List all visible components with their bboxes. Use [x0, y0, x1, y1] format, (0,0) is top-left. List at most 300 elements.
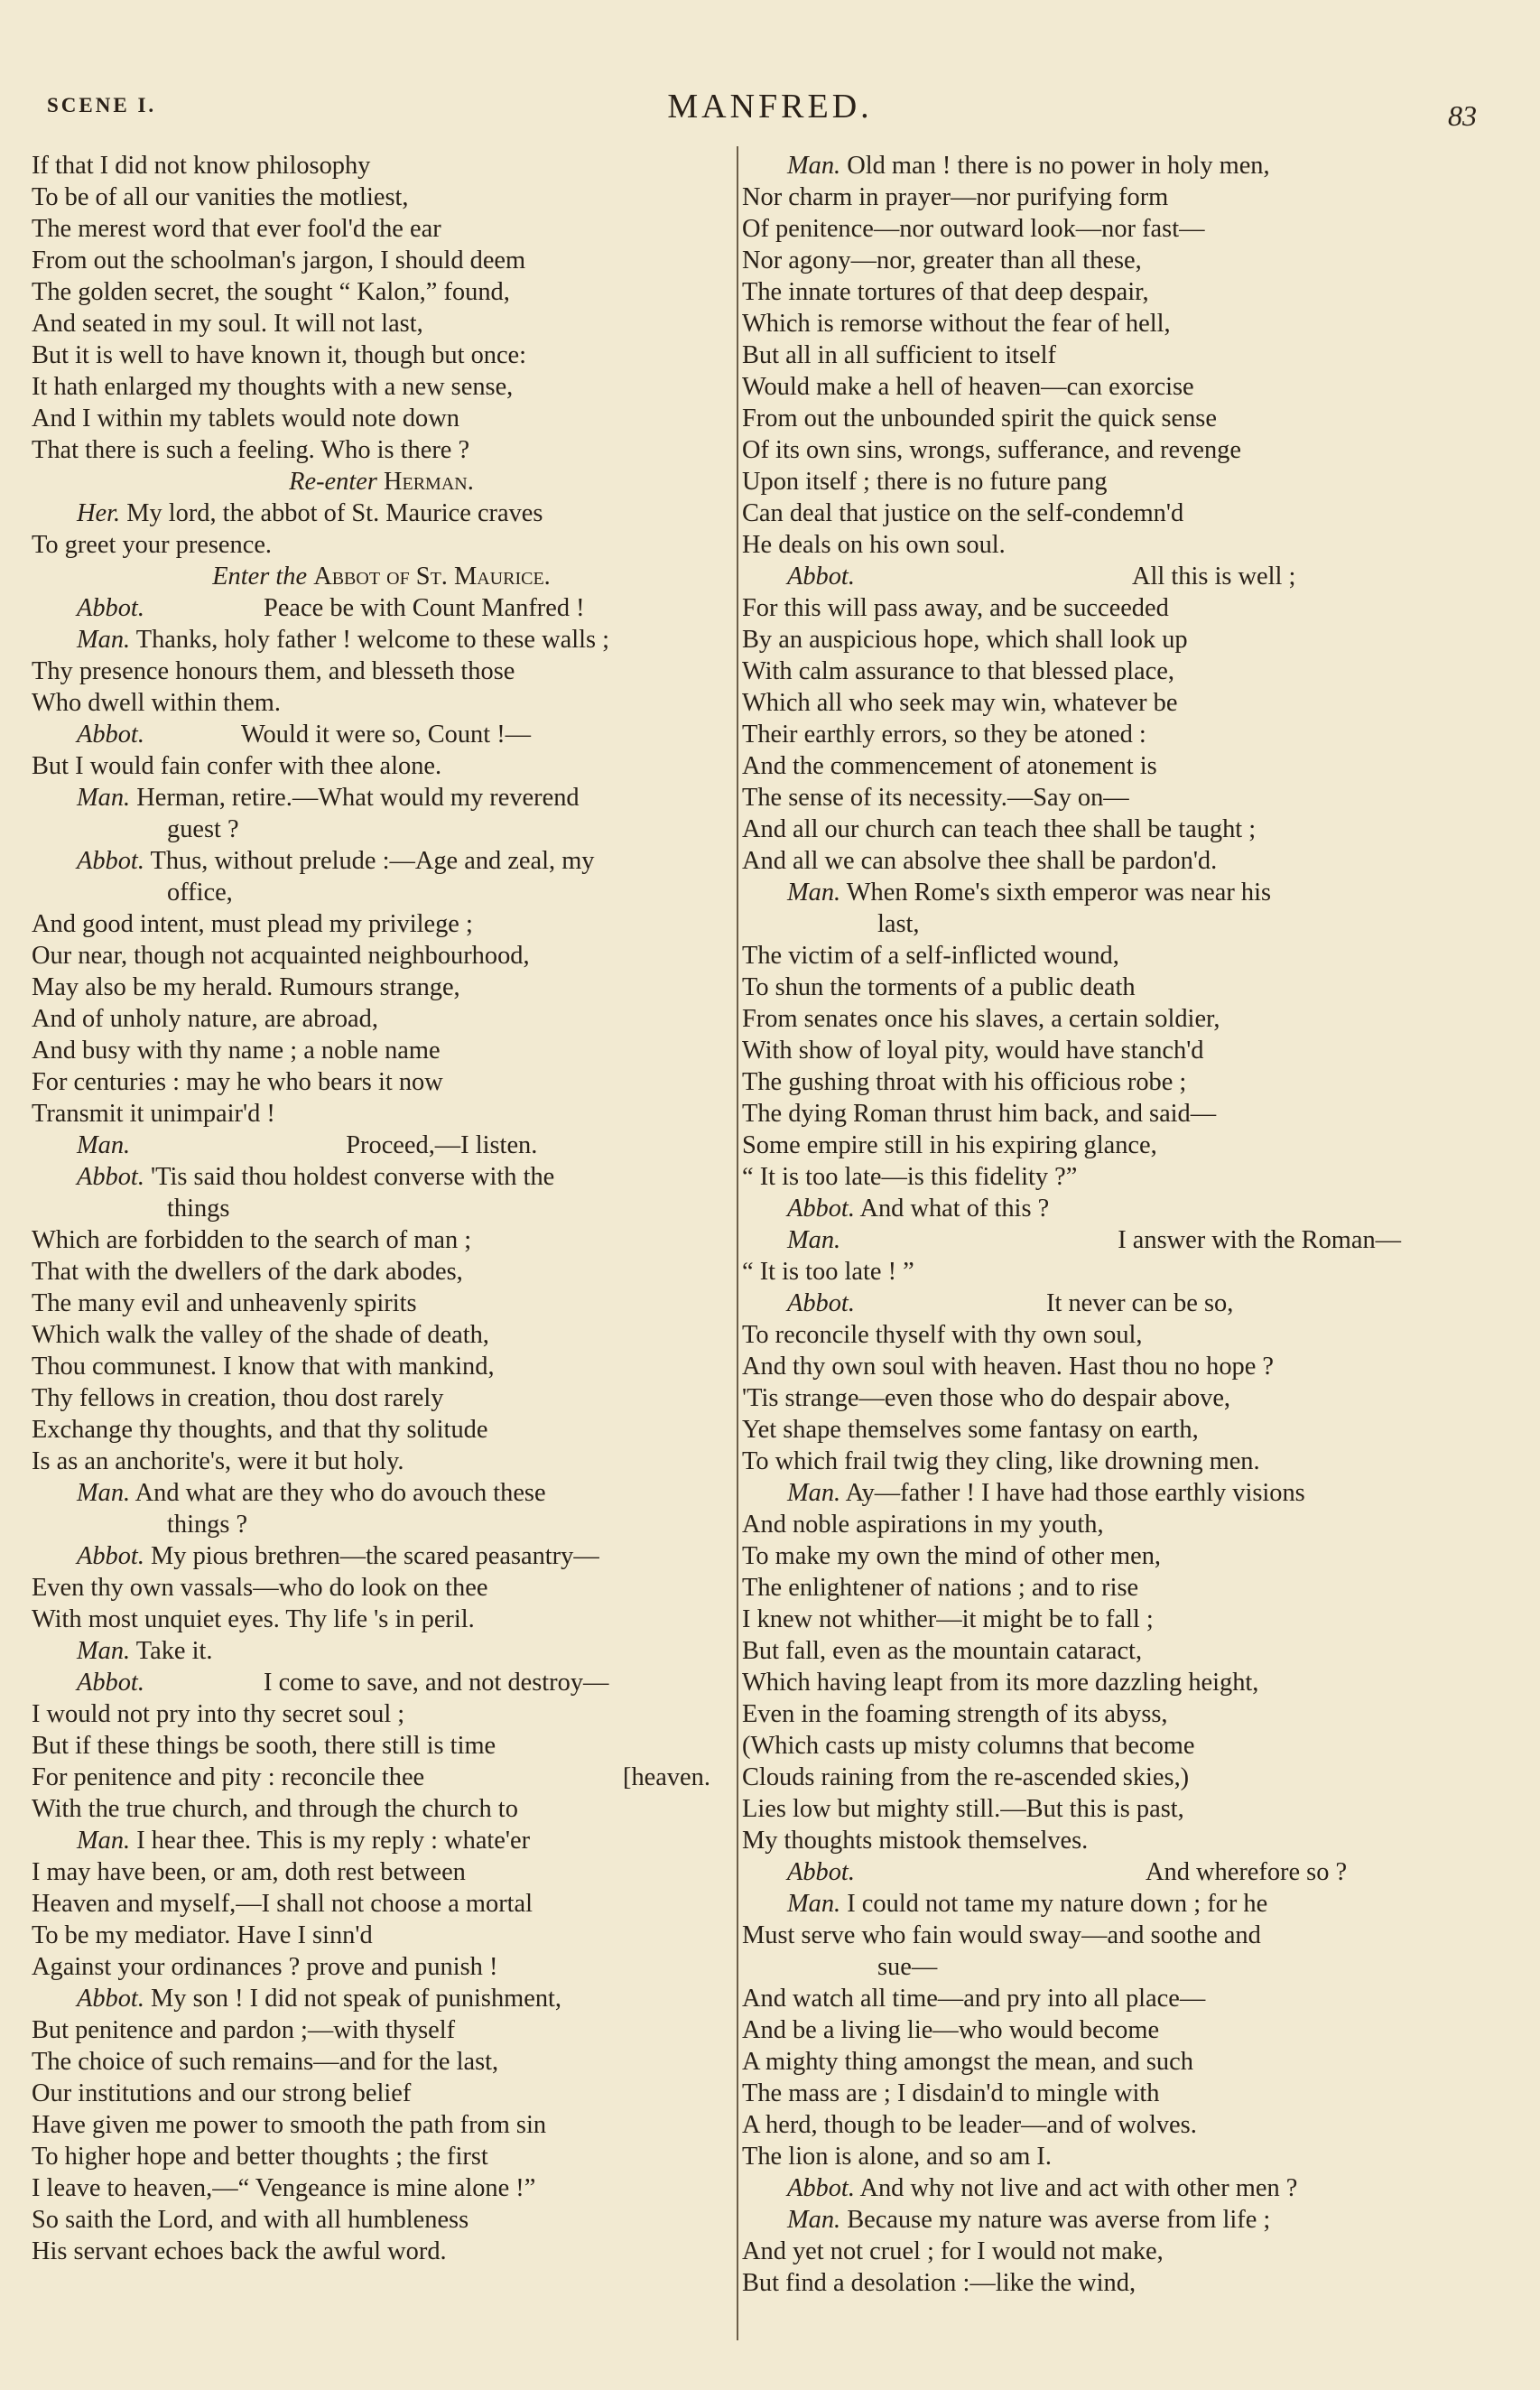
verse-line [32, 213, 731, 245]
stage-direction-verb: Enter the [212, 563, 308, 591]
verse-text: The mass are ; I disdain'd to mingle with [742, 2079, 1160, 2107]
verse-text: To which frail twig they cling, like drowning men. [742, 1447, 1260, 1475]
verse-line [32, 782, 731, 814]
verse-line [32, 1604, 731, 1635]
verse-text: I would not pry into thy secret soul ; [32, 1700, 405, 1728]
verse-line [742, 1667, 1482, 1698]
verse-text: Nor charm in prayer—nor purifying form [742, 183, 1169, 211]
verse-line [742, 1256, 1482, 1288]
speaker-label: Abbot. [77, 847, 144, 875]
speaker-label: Abbot. [787, 563, 855, 591]
verse-line [742, 1098, 1482, 1130]
verse-text: With show of loyal pity, would have stanch'd [742, 1037, 1204, 1065]
verse-text: So saith the Lord, and with all humbleness [32, 2206, 469, 2234]
stage-direction [32, 466, 731, 498]
verse-line [32, 2172, 731, 2204]
verse-text: Which having leapt from its more dazzling height, [742, 1669, 1259, 1697]
speaker-label: Man. [787, 152, 841, 180]
verse-line [32, 1825, 731, 1856]
verse-line [32, 1920, 731, 1951]
verse-line [742, 1572, 1482, 1604]
verse-line [32, 624, 731, 656]
verse-line [32, 1414, 731, 1446]
verse-line [742, 213, 1482, 245]
verse-line [32, 150, 731, 181]
verse-line [32, 2109, 731, 2141]
verse-text: His servant echoes back the awful word. [32, 2237, 447, 2265]
verse-text: With the true church, and through the church to [32, 1795, 518, 1823]
verse-line [742, 1762, 1482, 1793]
verse-text: But penitence and pardon ;—with thyself [32, 2016, 456, 2044]
verse-text: And I within my tablets would note down [32, 405, 459, 432]
verse-line [742, 1319, 1482, 1351]
verse-line [742, 1509, 1482, 1540]
verse-text: Transmit it unimpair'd ! [32, 1100, 275, 1128]
verse-line [32, 403, 731, 434]
verse-text: Which walk the valley of the shade of death, [32, 1321, 489, 1349]
verse-line [32, 908, 731, 940]
verse-text: And noble aspirations in my youth, [742, 1511, 1104, 1539]
verse-text: And seated in my soul. It will not last, [32, 310, 423, 338]
verse-text: Nor agony—nor, greater than all these, [742, 246, 1142, 274]
verse-line [32, 1224, 731, 1256]
verse-text: I may have been, or am, doth rest between [32, 1858, 466, 1886]
verse-line [742, 1066, 1482, 1098]
verse-line [32, 339, 731, 371]
verse-line [32, 845, 731, 877]
verse-text: Their earthly errors, so they be atoned : [742, 721, 1146, 749]
verse-line [742, 466, 1482, 498]
verse-line [32, 181, 731, 213]
verse-text: And good intent, must plead my privilege ; [32, 910, 473, 938]
verse-line [32, 1382, 731, 1414]
verse-line [32, 1762, 731, 1793]
verse-text: Lies low but mighty still.—But this is past, [742, 1795, 1184, 1823]
verse-line-continuation [742, 908, 1482, 940]
verse-line [742, 1888, 1482, 1920]
verse-line [32, 1256, 731, 1288]
speaker-label: Man. [787, 1479, 841, 1507]
verse-line [32, 1730, 731, 1762]
verse-text: If that I did not know philosophy [32, 152, 371, 180]
verse-line [742, 814, 1482, 845]
right-column [742, 150, 1482, 2299]
speaker-label: Man. [77, 1131, 131, 1159]
verse-text: That with the dwellers of the dark abodes, [32, 1258, 463, 1286]
verse-line-continuation [742, 1951, 1482, 1983]
verse-line [32, 940, 731, 972]
verse-line [742, 1793, 1482, 1825]
verse-text: A herd, though to be leader—and of wolves. [742, 2111, 1197, 2139]
verse-text: My thoughts mistook themselves. [742, 1827, 1089, 1855]
verse-line [32, 1635, 731, 1667]
verse-line [32, 719, 731, 750]
verse-line-continuation [32, 1509, 731, 1540]
verse-line [32, 434, 731, 466]
verse-text: And the commencement of atonement is [742, 752, 1157, 780]
verse-text: To greet your presence. [32, 531, 273, 559]
verse-text: Heaven and myself,—I shall not choose a mortal [32, 1890, 533, 1918]
verse-text: Of its own sins, wrongs, sufferance, and revenge [742, 436, 1241, 464]
speaker-label: Abbot. [787, 1858, 855, 1886]
verse-text: Ay—father ! I have had those earthly visions [845, 1479, 1305, 1507]
verse-text: last, [877, 910, 920, 938]
page-title: MANFRED. [667, 88, 873, 126]
verse-text: But it is well to have known it, though but once: [32, 341, 527, 369]
running-header [47, 87, 1493, 132]
verse-line [742, 719, 1482, 750]
verse-line [742, 2141, 1482, 2172]
verse-line [32, 1698, 731, 1730]
verse-line-continuation [32, 814, 731, 845]
verse-text: Even in the foaming strength of its abyss, [742, 1700, 1168, 1728]
verse-line [742, 750, 1482, 782]
verse-text: And busy with thy name ; a noble name [32, 1037, 441, 1065]
speaker-label: Abbot. [787, 1195, 855, 1223]
verse-line [742, 1983, 1482, 2014]
stage-direction-verb: Re-enter [289, 468, 377, 496]
verse-line [742, 1825, 1482, 1856]
stage-direction-character: Herman. [384, 468, 474, 496]
verse-text: The merest word that ever fool'd the ear [32, 215, 441, 243]
verse-text: To be of all our vanities the motliest, [32, 183, 409, 211]
verse-text: Take it. [135, 1637, 213, 1665]
verse-line [32, 1793, 731, 1825]
verse-text: Our institutions and our strong belief [32, 2079, 412, 2107]
verse-line [742, 1382, 1482, 1414]
verse-text: And be a living lie—who would become [742, 2016, 1160, 2044]
verse-line [742, 1698, 1482, 1730]
verse-text: sue— [877, 1953, 938, 1981]
verse-text: The innate tortures of that deep despair, [742, 278, 1149, 306]
verse-text: With most unquiet eyes. Thy life 's in peril. [32, 1605, 475, 1633]
verse-line [32, 1351, 731, 1382]
verse-text: A mighty thing amongst the mean, and such [742, 2048, 1193, 2076]
verse-text: But if these things be sooth, there still is time [32, 1732, 496, 1760]
verse-line [742, 371, 1482, 403]
verse-line [32, 2204, 731, 2236]
verse-line [32, 1540, 731, 1572]
verse-text: All this is well ; [1132, 563, 1296, 591]
verse-text: Against your ordinances ? prove and punish ! [32, 1953, 498, 1981]
verse-text: But all in all sufficient to itself [742, 341, 1056, 369]
speaker-label: Abbot. [787, 1289, 855, 1317]
verse-line [32, 687, 731, 719]
verse-line [32, 1319, 731, 1351]
verse-line [32, 245, 731, 276]
verse-line [742, 1224, 1482, 1256]
speaker-label: Man. [77, 626, 131, 654]
verse-line [742, 2204, 1482, 2236]
verse-text: I leave to heaven,—“ Vengeance is mine alone !” [32, 2174, 536, 2202]
verse-line [32, 592, 731, 624]
verse-line [742, 687, 1482, 719]
verse-line [742, 2172, 1482, 2204]
verse-text: The sense of its necessity.—Say on— [742, 784, 1129, 812]
verse-text: Old man ! there is no power in holy men, [847, 152, 1270, 180]
verse-text: I could not tame my nature down ; for he [847, 1890, 1268, 1918]
verse-text: From out the schoolman's jargon, I should deem [32, 246, 526, 274]
verse-line [32, 750, 731, 782]
verse-line [742, 972, 1482, 1003]
verse-text: Would it were so, Count !— [241, 721, 532, 749]
verse-line [742, 1035, 1482, 1066]
verse-text: And wherefore so ? [1146, 1858, 1348, 1886]
verse-text: And thy own soul with heaven. Hast thou no hope ? [742, 1353, 1275, 1381]
speaker-label: Abbot. [77, 1163, 144, 1191]
verse-line [32, 498, 731, 529]
verse-line [742, 1446, 1482, 1477]
verse-line [742, 2078, 1482, 2109]
column-divider [737, 146, 738, 2340]
verse-line [742, 529, 1482, 561]
verse-line [32, 2236, 731, 2267]
scene-label: SCENE I. [47, 94, 157, 116]
verse-text: Thanks, holy father ! welcome to these walls ; [135, 626, 610, 654]
speaker-label: Man. [77, 784, 131, 812]
verse-line [32, 2141, 731, 2172]
verse-line [742, 2014, 1482, 2046]
verse-line [32, 529, 731, 561]
verse-line [742, 1635, 1482, 1667]
verse-text: I knew not whither—it might be to fall ; [742, 1605, 1154, 1633]
verse-text: The enlightener of nations ; and to rise [742, 1574, 1139, 1602]
verse-text: From out the unbounded spirit the quick sense [742, 405, 1217, 432]
verse-line [742, 1540, 1482, 1572]
verse-line [32, 1477, 731, 1509]
speaker-label: Man. [787, 1226, 841, 1254]
verse-line [32, 1066, 731, 1098]
verse-line [32, 972, 731, 1003]
verse-line [742, 1604, 1482, 1635]
verse-text: And watch all time—and pry into all place— [742, 1985, 1206, 2013]
verse-text: Thy presence honours them, and blesseth those [32, 657, 515, 685]
verse-line [32, 1098, 731, 1130]
verse-line [742, 339, 1482, 371]
speaker-label: Man. [787, 1890, 841, 1918]
verse-text: To make my own the mind of other men, [742, 1542, 1161, 1570]
speaker-label: Man. [77, 1479, 131, 1507]
verse-line [742, 498, 1482, 529]
verse-text: The many evil and unheavenly spirits [32, 1289, 417, 1317]
verse-line [742, 845, 1482, 877]
verse-text: 'Tis strange—even those who do despair above, [742, 1384, 1231, 1412]
verse-line [32, 371, 731, 403]
verse-text: And why not live and act with other men ? [859, 2174, 1298, 2202]
verse-line [742, 1351, 1482, 1382]
verse-line [742, 1193, 1482, 1224]
verse-text: For penitence and pity : reconcile thee [32, 1763, 425, 1791]
verse-text: Proceed,—I listen. [346, 1131, 538, 1159]
verse-line [32, 656, 731, 687]
verse-line [742, 2046, 1482, 2078]
speaker-label: Abbot. [77, 1542, 144, 1570]
verse-text: To reconcile thyself with thy own soul, [742, 1321, 1143, 1349]
verse-text: Exchange thy thoughts, and that thy solitude [32, 1416, 488, 1444]
verse-text: The choice of such remains—and for the last, [32, 2048, 499, 2076]
verse-line [32, 1856, 731, 1888]
verse-line-continuation [32, 877, 731, 908]
speaker-label: Abbot. [77, 721, 144, 749]
verse-line [32, 276, 731, 308]
speaker-label: Man. [787, 879, 841, 907]
verse-line [742, 782, 1482, 814]
verse-line [742, 1477, 1482, 1509]
verse-line [32, 1161, 731, 1193]
verse-text: Herman, retire.—What would my reverend [136, 784, 580, 812]
verse-text: Of penitence—nor outward look—nor fast— [742, 215, 1205, 243]
speaker-label: Man. [787, 2206, 841, 2234]
verse-text: And what are they who do avouch these [135, 1479, 546, 1507]
verse-text: The dying Roman thrust him back, and said— [742, 1100, 1217, 1128]
verse-text: I answer with the Roman— [1118, 1226, 1402, 1254]
verse-text: And what of this ? [859, 1195, 1050, 1223]
verse-text: Some empire still in his expiring glance, [742, 1131, 1157, 1159]
verse-text: The gushing throat with his officious robe ; [742, 1068, 1187, 1096]
verse-line [32, 1983, 731, 2014]
verse-line [32, 1572, 731, 1604]
verse-line [742, 1003, 1482, 1035]
verse-line [742, 1161, 1482, 1193]
verse-line [742, 1920, 1482, 1951]
verse-text: Clouds raining from the re-ascended skies,) [742, 1763, 1190, 1791]
stage-direction [32, 561, 731, 592]
verse-line-continuation [32, 1193, 731, 1224]
verse-text: 'Tis said thou holdest converse with the [151, 1163, 555, 1191]
verse-line [742, 276, 1482, 308]
verse-text: “ It is too late—is this fidelity ?” [742, 1163, 1078, 1191]
verse-text: My pious brethren—the scared peasantry— [151, 1542, 599, 1570]
verse-text: Thou communest. I know that with mankind, [32, 1353, 495, 1381]
verse-text: But I would fain confer with thee alone. [32, 752, 442, 780]
verse-line [742, 1288, 1482, 1319]
speaker-label: Man. [77, 1637, 131, 1665]
verse-line [32, 2078, 731, 2109]
verse-line [742, 561, 1482, 592]
verse-text: To be my mediator. Have I sinn'd [32, 1921, 373, 1949]
verse-text: My lord, the abbot of St. Maurice craves [126, 499, 543, 527]
verse-text: Thus, without prelude :—Age and zeal, my [150, 847, 595, 875]
verse-text: Can deal that justice on the self-condemn'd [742, 499, 1184, 527]
verse-text: Our near, though not acquainted neighbourhood, [32, 942, 530, 970]
verse-line [32, 308, 731, 339]
verse-text: The victim of a self-inflicted wound, [742, 942, 1119, 970]
verse-line [742, 245, 1482, 276]
verse-text: When Rome's sixth emperor was near his [846, 879, 1272, 907]
verse-text: things ? [167, 1511, 248, 1539]
verse-line [742, 150, 1482, 181]
verse-line [32, 1667, 731, 1698]
page-number: 83 [1448, 99, 1477, 132]
verse-line [32, 1035, 731, 1066]
verse-line [32, 2014, 731, 2046]
verse-text: Yet shape themselves some fantasy on earth, [742, 1416, 1199, 1444]
verse-text: But fall, even as the mountain cataract, [742, 1637, 1143, 1665]
verse-line [742, 308, 1482, 339]
verse-line [32, 2046, 731, 2078]
verse-text: And of unholy nature, are abroad, [32, 1005, 378, 1033]
verse-text: Because my nature was averse from life ; [847, 2206, 1271, 2234]
verse-text: My son ! I did not speak of punishment, [151, 1985, 562, 2013]
verse-text: I hear thee. This is my reply : whate'er [136, 1827, 531, 1855]
verse-text: Which are forbidden to the search of man ; [32, 1226, 472, 1254]
verse-text: For this will pass away, and be succeeded [742, 594, 1169, 622]
bracketed-rhyme: [heaven. [623, 1763, 710, 1791]
verse-line [32, 1446, 731, 1477]
verse-line [32, 1003, 731, 1035]
verse-text: That there is such a feeling. Who is there ? [32, 436, 470, 464]
verse-text: Which is remorse without the fear of hell, [742, 310, 1171, 338]
verse-text: Peace be with Count Manfred ! [264, 594, 585, 622]
verse-text: He deals on his own soul. [742, 531, 1006, 559]
verse-text: Have given me power to smooth the path from sin [32, 2111, 547, 2139]
verse-text: guest ? [167, 815, 239, 843]
verse-line [742, 181, 1482, 213]
verse-line [742, 2236, 1482, 2267]
left-column [32, 150, 731, 2267]
verse-line [742, 2109, 1482, 2141]
verse-line [742, 877, 1482, 908]
verse-text: With calm assurance to that blessed place, [742, 657, 1174, 685]
verse-line [742, 403, 1482, 434]
verse-line [742, 624, 1482, 656]
verse-text: And all our church can teach thee shall be taught ; [742, 815, 1257, 843]
stage-direction-character: Abbot of St. Maurice. [313, 563, 551, 591]
speaker-label: Her. [77, 499, 121, 527]
speaker-label: Abbot. [77, 594, 144, 622]
verse-line [742, 592, 1482, 624]
verse-line [742, 656, 1482, 687]
verse-text: To higher hope and better thoughts ; the first [32, 2143, 488, 2171]
verse-text: But find a desolation :—like the wind, [742, 2269, 1136, 2297]
verse-line [742, 434, 1482, 466]
verse-text: I come to save, and not destroy— [264, 1669, 609, 1697]
verse-text: To shun the torments of a public death [742, 973, 1136, 1001]
verse-line [742, 1856, 1482, 1888]
verse-line [742, 1414, 1482, 1446]
verse-text: (Which casts up misty columns that become [742, 1732, 1195, 1760]
verse-text: May also be my herald. Rumours strange, [32, 973, 460, 1001]
speaker-label: Abbot. [77, 1669, 144, 1697]
speaker-label: Man. [77, 1827, 131, 1855]
speaker-label: Abbot. [77, 1985, 144, 2013]
verse-line [32, 1288, 731, 1319]
verse-text: Which all who seek may win, whatever be [742, 689, 1178, 717]
verse-line [742, 2267, 1482, 2299]
verse-text: It hath enlarged my thoughts with a new sense, [32, 373, 514, 401]
verse-text: The golden secret, the sought “ Kalon,” found, [32, 278, 510, 306]
verse-line [32, 1951, 731, 1983]
verse-text: Must serve who fain would sway—and soothe and [742, 1921, 1261, 1949]
verse-text: Thy fellows in creation, thou dost rarely [32, 1384, 444, 1412]
verse-text: Who dwell within them. [32, 689, 281, 717]
verse-line [32, 1130, 731, 1161]
speaker-label: Abbot. [787, 2174, 855, 2202]
verse-line [742, 1730, 1482, 1762]
verse-text: office, [167, 879, 233, 907]
verse-line [742, 940, 1482, 972]
verse-text: Is as an anchorite's, were it but holy. [32, 1447, 404, 1475]
verse-text: And yet not cruel ; for I would not make, [742, 2237, 1164, 2265]
verse-text: For centuries : may he who bears it now [32, 1068, 443, 1096]
verse-text: And all we can absolve thee shall be pardon'd. [742, 847, 1218, 875]
verse-line [742, 1130, 1482, 1161]
verse-text: Would make a hell of heaven—can exorcise [742, 373, 1194, 401]
verse-text: Even thy own vassals—who do look on thee [32, 1574, 488, 1602]
verse-text: things [167, 1195, 230, 1223]
verse-text: The lion is alone, and so am I. [742, 2143, 1052, 2171]
verse-text: “ It is too late ! ” [742, 1258, 914, 1286]
